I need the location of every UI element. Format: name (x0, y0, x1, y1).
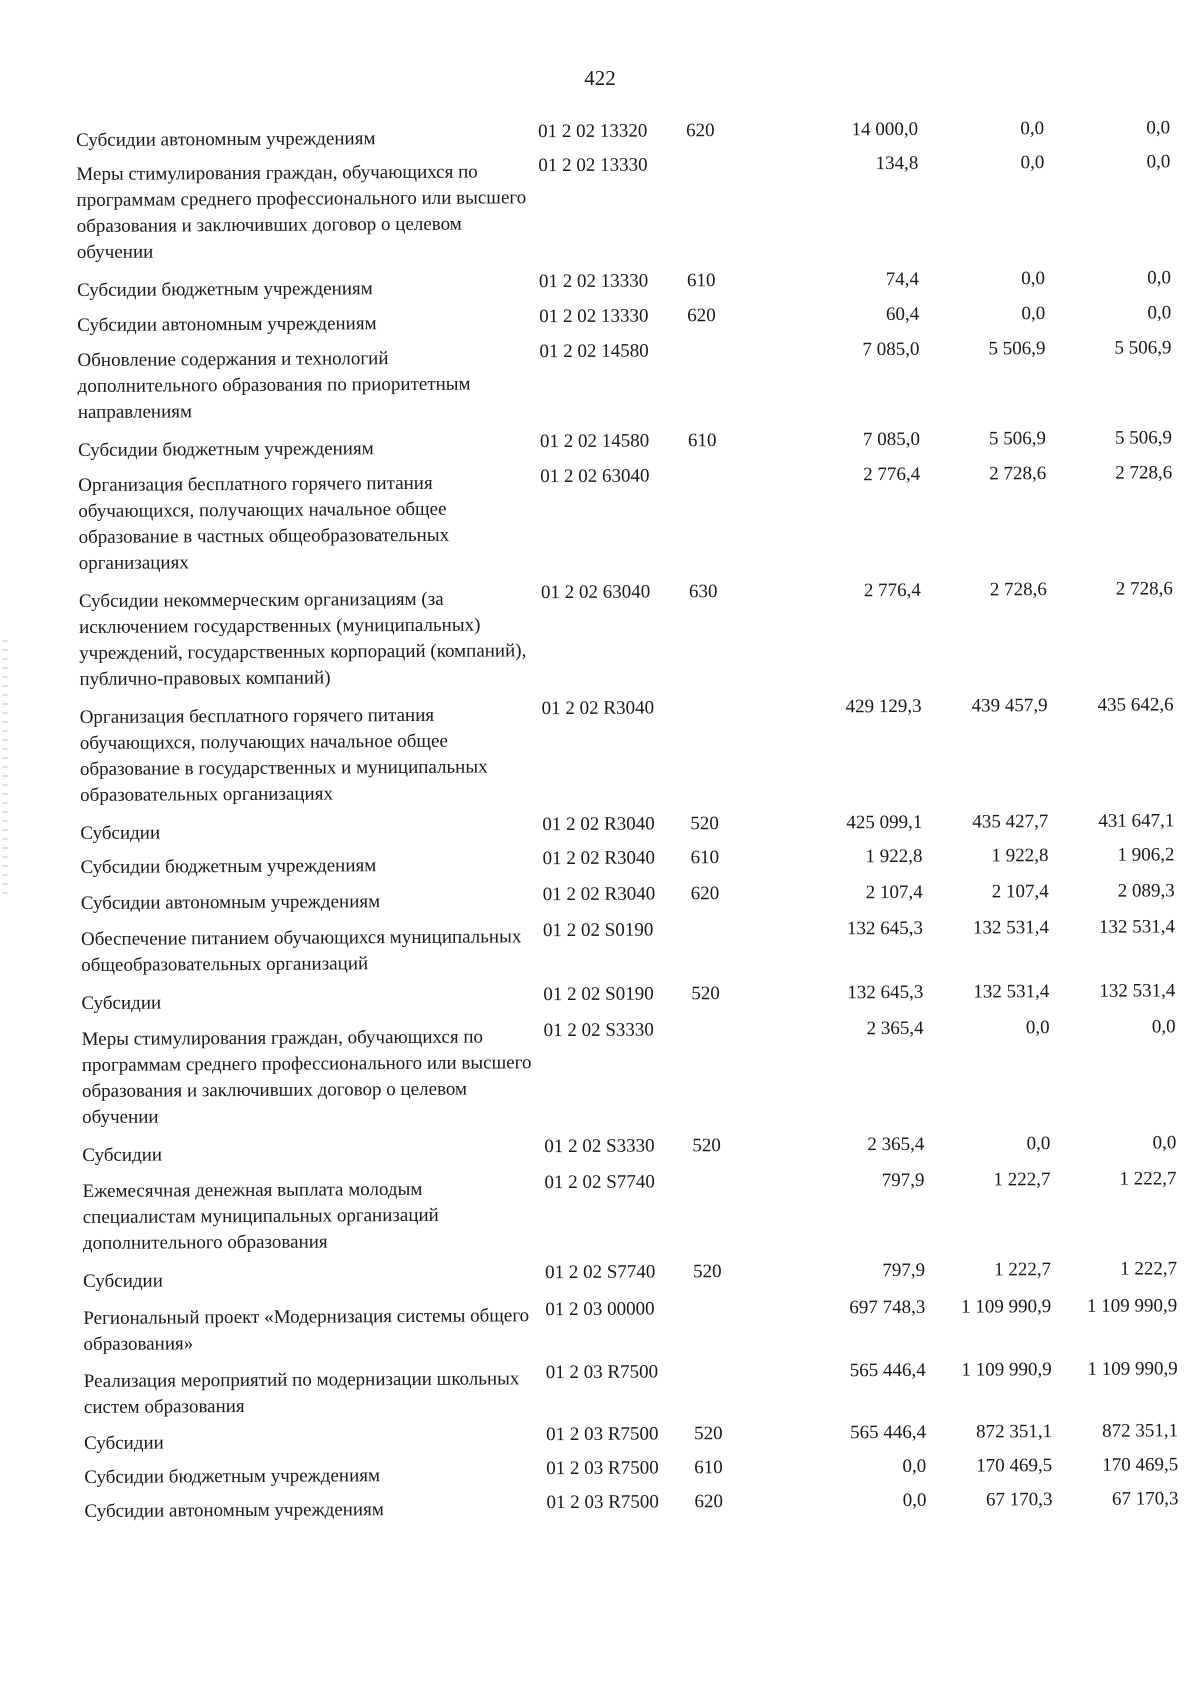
row-value-year-1: 425 099,1 (846, 811, 923, 834)
row-value-year-3: 1 906,2 (1117, 844, 1175, 866)
row-value-year-3: 67 170,3 (1111, 1488, 1179, 1510)
table-row (77, 335, 1177, 426)
row-value-year-1: 797,9 (881, 1169, 925, 1192)
row-value-year-2: 170 469,5 (976, 1455, 1053, 1477)
row-name: Субсидии (81, 992, 162, 1014)
row-name: Субсидии (84, 1432, 164, 1454)
row-value-year-2: 2 728,6 (989, 579, 1047, 601)
row-expense-type: 620 (686, 120, 715, 142)
row-value-year-2: 1 222,7 (993, 1169, 1051, 1191)
row-code: 01 2 02 R3040 (542, 813, 655, 836)
row-value-year-3: 2 089,3 (1117, 880, 1175, 902)
row-value-year-1: 132 645,3 (847, 981, 924, 1004)
row-expense-type: 610 (686, 270, 716, 292)
row-value-year-2: 132 531,4 (973, 981, 1050, 1003)
row-value-year-1: 2 365,4 (866, 1017, 924, 1040)
row-value-year-1: 565 446,4 (849, 1421, 927, 1444)
row-name: Обновление содержания и технологий дополнительного образования по приоритетным направлениям (77, 348, 471, 423)
table-row (76, 115, 1176, 154)
table-row (81, 878, 1181, 917)
row-value-year-3: 132 531,4 (1099, 980, 1176, 1002)
row-name: Меры стимулирования граждан, обучающихся по программам среднего профессионального или высшего образования и заключивших договор о целевом обучении (76, 161, 527, 263)
row-code: 01 2 02 S7740 (544, 1261, 656, 1284)
row-value-year-1: 7 085,0 (862, 338, 920, 361)
row-value-year-1: 565 446,4 (849, 1359, 926, 1382)
row-value-year-1: 797,9 (882, 1259, 926, 1282)
table-row (84, 1418, 1184, 1457)
row-code: 01 2 03 00000 (545, 1298, 655, 1321)
row-code: 01 2 03 R7500 (545, 1361, 659, 1384)
table-row (82, 1014, 1183, 1131)
row-value-year-1: 0,0 (902, 1489, 927, 1511)
row-value-year-3: 0,0 (1152, 1132, 1177, 1154)
row-code: 01 2 02 S3330 (544, 1135, 655, 1158)
row-value-year-3: 0,0 (1146, 151, 1171, 173)
row-code: 01 2 02 R3040 (541, 697, 655, 720)
table-row (84, 1452, 1184, 1491)
row-value-year-2: 439 457,9 (971, 695, 1048, 717)
row-name: Меры стимулирования граждан, обучающихся по программам среднего профессионального или высшего образования и заключивших договор о целевом обучении (81, 1026, 532, 1128)
row-value-year-2: 0,0 (1020, 152, 1045, 174)
row-code: 01 2 02 63040 (540, 465, 650, 488)
table-row (78, 425, 1178, 464)
row-expense-type: 610 (687, 430, 717, 452)
row-code: 01 2 02 S0190 (543, 983, 654, 1006)
row-value-year-1: 2 365,4 (867, 1133, 925, 1156)
table-row (82, 1130, 1182, 1169)
row-expense-type: 630 (688, 581, 718, 603)
table-row (84, 1356, 1184, 1421)
row-code: 01 2 02 R3040 (542, 847, 656, 870)
row-code: 01 2 02 13330 (538, 154, 648, 177)
row-name: Субсидии бюджетным учреждениям (77, 438, 374, 461)
table-row (77, 300, 1177, 339)
table-row (83, 1293, 1183, 1358)
row-value-year-3: 1 109 990,9 (1086, 1295, 1178, 1317)
row-value-year-2: 872 351,1 (975, 1421, 1053, 1443)
budget-table (76, 111, 1185, 1525)
row-value-year-1: 7 085,0 (862, 428, 921, 451)
row-value-year-3: 1 222,7 (1119, 1168, 1177, 1190)
row-value-year-1: 429 129,3 (845, 695, 922, 718)
row-value-year-3: 170 469,5 (1102, 1454, 1179, 1476)
table-row (82, 1166, 1182, 1257)
table-row (78, 460, 1179, 577)
row-name: Субсидии бюджетным учреждениям (84, 1465, 381, 1488)
row-expense-type: 610 (690, 847, 720, 869)
row-value-year-1: 134,8 (875, 152, 919, 175)
row-value-year-3: 0,0 (1147, 302, 1172, 324)
row-code: 01 2 02 13330 (539, 305, 649, 328)
row-code: 01 2 03 R7500 (546, 1491, 659, 1514)
row-name: Субсидии бюджетным учреждениям (76, 278, 373, 301)
table-row (83, 1256, 1183, 1295)
row-name: Организация бесплатного горячего питания обучающихся, получающих начальное общее образование в частных общеобразовательных организациях (78, 472, 450, 574)
row-value-year-1: 2 776,4 (863, 463, 921, 486)
row-value-year-2: 2 107,4 (991, 881, 1049, 903)
row-name: Субсидии (83, 1270, 163, 1292)
row-code: 01 2 03 R7500 (545, 1423, 659, 1446)
row-expense-type: 520 (693, 1423, 723, 1445)
row-value-year-1: 60,4 (885, 303, 920, 326)
row-expense-type: 520 (692, 1261, 722, 1283)
row-code: 01 2 02 S0190 (542, 919, 654, 942)
row-value-year-2: 5 506,9 (988, 338, 1046, 360)
row-name: Субсидии (80, 822, 161, 844)
row-code: 01 2 03 R7500 (546, 1457, 659, 1480)
row-value-year-2: 67 170,3 (985, 1489, 1053, 1511)
row-value-year-2: 0,0 (1025, 1017, 1050, 1039)
row-value-year-3: 435 642,6 (1097, 694, 1174, 716)
row-value-year-2: 1 109 990,9 (960, 1296, 1052, 1318)
scan-edge-marks (2, 640, 8, 900)
row-value-year-3: 872 351,1 (1101, 1420, 1179, 1442)
row-value-year-1: 697 748,3 (849, 1296, 926, 1319)
row-expense-type: 610 (694, 1457, 723, 1479)
row-value-year-2: 5 506,9 (988, 428, 1047, 450)
row-value-year-2: 1 109 990,9 (961, 1359, 1052, 1381)
row-value-year-3: 5 506,9 (1114, 427, 1173, 449)
row-code: 01 2 02 13330 (538, 270, 649, 293)
row-value-year-3: 132 531,4 (1098, 916, 1176, 938)
row-value-year-3: 1 109 990,9 (1087, 1358, 1178, 1380)
row-name: Реализация мероприятий по модернизации школьных систем образования (83, 1368, 520, 1418)
row-name: Обеспечение питанием обучающихся муниципальных общеобразовательных организаций (80, 926, 522, 976)
row-value-year-2: 1 222,7 (993, 1259, 1052, 1281)
row-value-year-2: 0,0 (1021, 268, 1046, 290)
row-value-year-3: 1 222,7 (1119, 1258, 1178, 1280)
row-value-year-1: 0,0 (902, 1455, 927, 1477)
row-value-year-1: 1 922,8 (865, 845, 923, 868)
row-expense-type: 620 (694, 1491, 724, 1513)
row-code: 01 2 02 R3040 (542, 883, 656, 906)
row-name: Субсидии автономным учреждениям (84, 1499, 384, 1522)
row-expense-type: 620 (687, 305, 716, 327)
table-row (81, 978, 1181, 1017)
row-code: 01 2 02 S7740 (544, 1171, 655, 1194)
row-value-year-3: 2 728,6 (1115, 578, 1173, 600)
row-name: Субсидии (82, 1144, 163, 1166)
row-value-year-1: 132 645,3 (846, 917, 924, 940)
row-value-year-2: 0,0 (1021, 303, 1046, 325)
table-row (80, 842, 1180, 881)
row-value-year-3: 0,0 (1151, 1016, 1176, 1038)
row-expense-type: 520 (691, 983, 720, 1005)
row-value-year-2: 2 728,6 (989, 463, 1047, 485)
row-value-year-1: 2 776,4 (863, 579, 921, 602)
page-number: 422 (584, 66, 616, 90)
row-name: Субсидии бюджетным учреждениям (80, 855, 377, 878)
table-row (77, 265, 1177, 304)
table-row (81, 914, 1181, 979)
table-row (84, 1486, 1184, 1525)
row-expense-type: 520 (692, 1135, 721, 1157)
row-value-year-3: 431 647,1 (1098, 810, 1175, 832)
row-expense-type: 520 (690, 813, 719, 835)
table-row (80, 808, 1180, 847)
row-name: Субсидии автономным учреждениям (76, 128, 376, 151)
row-code: 01 2 02 13320 (538, 120, 648, 143)
row-code: 01 2 02 14580 (539, 430, 650, 453)
row-name: Региональный проект «Модернизация системы общего образования» (83, 1305, 530, 1355)
row-name: Субсидии автономным учреждениям (80, 891, 381, 914)
row-value-year-3: 5 506,9 (1114, 337, 1172, 359)
row-value-year-2: 0,0 (1020, 118, 1045, 140)
table-row (76, 149, 1177, 266)
row-value-year-2: 132 531,4 (972, 917, 1050, 939)
row-value-year-3: 2 728,6 (1115, 462, 1173, 484)
row-code: 01 2 02 14580 (539, 340, 649, 363)
row-name: Субсидии автономным учреждениям (77, 313, 377, 336)
row-value-year-2: 1 922,8 (991, 845, 1049, 867)
row-value-year-1: 14 000,0 (851, 118, 919, 141)
row-expense-type: 620 (690, 883, 720, 905)
row-value-year-1: 74,4 (885, 268, 920, 291)
row-code: 01 2 02 63040 (540, 581, 651, 604)
row-name: Ежемесячная денежная выплата молодым специалистам муниципальных организаций дополнительного образования (82, 1178, 439, 1254)
row-value-year-3: 0,0 (1147, 267, 1172, 289)
row-name: Субсидии некоммерческим организациям (за исключением государственных (муниципальных) учреждений, государственных корпораций (компаний), публично-правовых компаний) (78, 588, 527, 690)
row-value-year-3: 0,0 (1146, 117, 1171, 139)
row-code: 01 2 02 S3330 (543, 1019, 654, 1042)
row-value-year-2: 0,0 (1026, 1133, 1051, 1155)
table-row (80, 692, 1181, 809)
row-value-year-1: 2 107,4 (865, 881, 923, 904)
table-row (79, 576, 1180, 693)
row-value-year-2: 435 427,7 (972, 811, 1049, 833)
row-name: Организация бесплатного горячего питания обучающихся, получающих начальное общее образование в государственных и муниципальных образовательных организациях (79, 704, 488, 806)
